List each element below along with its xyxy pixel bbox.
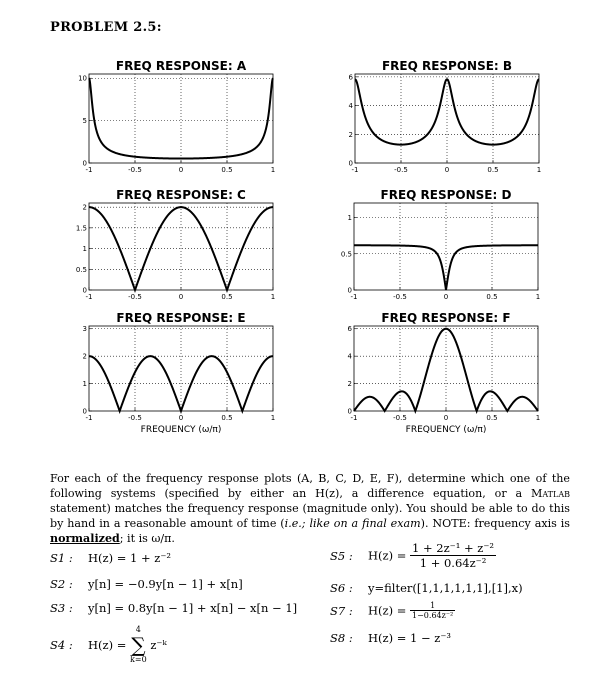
x-tick-label: 0: [444, 166, 450, 174]
y-tick-label: 2: [347, 380, 352, 389]
x-tick-label: 1: [270, 414, 276, 422]
y-tick-label: 2: [82, 352, 87, 361]
freq-response-plot-d: [330, 183, 560, 308]
x-tick-label: 0: [178, 414, 184, 422]
x-tick-label: -1: [350, 414, 358, 422]
freq-response-plot-a: [75, 60, 285, 190]
y-tick-label: 4: [348, 102, 353, 111]
y-tick-label: 0: [82, 286, 87, 295]
normalized-word: normalized: [50, 532, 120, 545]
x-tick-label: -1: [351, 166, 359, 174]
x-tick-label: -1: [350, 293, 358, 301]
y-tick-label: 0: [347, 407, 352, 416]
y-tick-label: 6: [348, 73, 353, 82]
y-tick-label: 10: [78, 74, 87, 83]
x-tick-label: 0.5: [486, 414, 498, 422]
problem-heading: PROBLEM 2.5:: [50, 20, 162, 35]
x-tick-label: 1: [535, 293, 541, 301]
y-tick-label: 3: [82, 325, 87, 334]
plot-title-d: FREQ RESPONSE: D: [380, 188, 512, 202]
x-tick-label: -0.5: [128, 414, 142, 422]
x-tick-label: 0: [178, 293, 184, 301]
x-tick-label: -0.5: [394, 166, 408, 174]
x-axis-label: FREQUENCY (ω/π): [405, 425, 487, 435]
x-tick-label: -0.5: [128, 293, 142, 301]
system-s8: S8 : H(z) = 1 − z⁻³: [330, 631, 452, 645]
y-tick-label: 1: [82, 245, 87, 254]
plot-frame: [354, 203, 538, 290]
y-tick-label: 6: [347, 325, 352, 334]
y-tick-label: 0.5: [340, 250, 352, 259]
x-tick-label: 0.5: [486, 293, 498, 301]
y-tick-label: 4: [347, 352, 352, 361]
system-s7: S7 : H(z) = $\frac{1}{\text{1−0.64z⁻²}}$: [330, 601, 454, 620]
system-s1: S1 : H(z) = 1 + z⁻²: [50, 551, 172, 565]
x-tick-label: 1: [536, 166, 542, 174]
x-tick-label: 0: [178, 166, 184, 174]
x-tick-label: 0: [443, 293, 449, 301]
system-s2: S2 : y[n] = −0.9y[n − 1] + x[n]: [50, 577, 243, 591]
x-tick-label: 1: [535, 414, 541, 422]
plot-title-c: FREQ RESPONSE: C: [116, 188, 246, 202]
system-s4: S4 : H(z) = 4 ∑ k=0 z⁻ᵏ: [50, 625, 167, 664]
x-tick-label: 0.5: [487, 166, 499, 174]
x-tick-label: -0.5: [393, 293, 407, 301]
x-tick-label: -1: [85, 414, 93, 422]
freq-response-plot-f: [330, 306, 560, 446]
y-tick-label: 1: [82, 380, 87, 389]
plot-title-f: FREQ RESPONSE: F: [381, 311, 511, 325]
y-tick-label: 1.5: [75, 224, 87, 233]
y-tick-label: 2: [82, 203, 87, 212]
y-tick-label: 0: [347, 286, 352, 295]
summation-symbol: 4 ∑ k=0: [130, 625, 147, 664]
y-tick-label: 5: [82, 117, 87, 126]
x-tick-label: -0.5: [128, 166, 142, 174]
x-axis-label: FREQUENCY (ω/π): [140, 425, 222, 435]
matlab-word: Matlab: [530, 487, 570, 500]
x-tick-label: -1: [85, 166, 93, 174]
freq-response-plot-b: [335, 60, 560, 190]
y-tick-label: 2: [348, 130, 353, 139]
x-tick-label: 0.5: [221, 166, 233, 174]
plot-title-b: FREQ RESPONSE: B: [381, 60, 513, 73]
x-tick-label: 1: [270, 293, 276, 301]
freq-response-plot-c: [60, 183, 285, 308]
instructions-paragraph: For each of the frequency response plots (A, B, C, D, E, F), determine which one of the following systems (specified by either an H(z), a difference equation, or a Matlab statement) matches the frequency response (magnitude only). You should be able to do this by hand in a reasonable amount of time (i.e.; like on a final exam). NOTE: frequency axis is normalized; it is ω/π.: [50, 472, 570, 545]
system-s3: S3 : y[n] = 0.8y[n − 1] + x[n] − x[n − 1]: [50, 601, 298, 615]
x-tick-label: 0.5: [221, 293, 233, 301]
plot-title-a: FREQ RESPONSE: A: [115, 60, 247, 73]
y-tick-label: 1: [347, 214, 352, 222]
system-s5: S5 : H(z) = $\frac{\text{1 + 2z⁻¹ + z⁻²}}{\text{1 + 0.64z⁻²}}$: [330, 541, 495, 570]
x-tick-label: 1: [270, 166, 276, 174]
x-tick-label: 0.5: [221, 414, 233, 422]
freq-response-plot-e: [60, 306, 285, 446]
y-tick-label: 0.5: [75, 265, 87, 274]
y-tick-label: 0: [348, 159, 353, 168]
y-tick-label: 0: [82, 159, 87, 168]
x-tick-label: 0: [443, 414, 449, 422]
x-tick-label: -0.5: [393, 414, 407, 422]
system-s6: S6 : y=filter([1,1,1,1,1,1],[1],x): [330, 581, 523, 595]
x-tick-label: -1: [85, 293, 93, 301]
plot-title-e: FREQ RESPONSE: E: [116, 311, 246, 325]
plot-frame: [89, 203, 273, 290]
y-tick-label: 0: [82, 407, 87, 416]
